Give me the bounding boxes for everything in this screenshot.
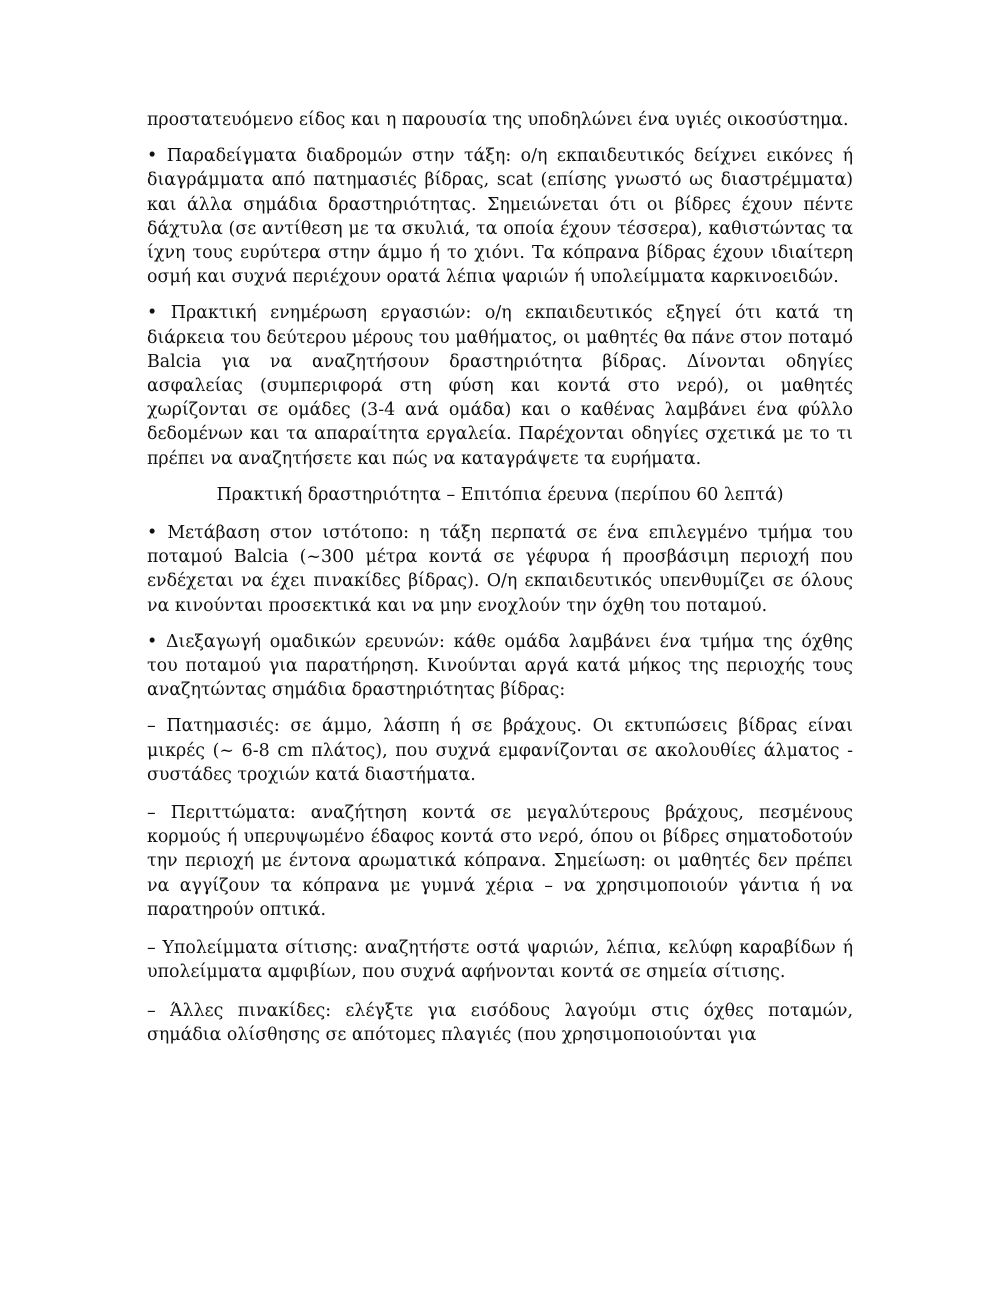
sub-item-droppings: – Περιττώματα: αναζήτηση κοντά σε μεγαλύτερους βράχους, πεσμένους κορμούς ή υπερυψωμένο έδαφος κοντά στο νερό, όπου οι βίδρες σηματοδοτούν την περιοχή με έντονα αρωματικά κόπρανα. Σημείωση: οι μαθητές δεν πρέπει να αγγίζουν τα κόπρανα με γυμνά χέρια – να χρησιμοποιούν γάντια ή να παρατηρούν οπτικά. [147,803,853,920]
document-page [147,108,853,1047]
bullet-group-surveys: • Διεξαγωγή ομαδικών ερευνών: κάθε ομάδα λαμβάνει ένα τμήμα της όχθης του ποταμού για παρατήρηση. Κινούνται αργά κατά μήκος της περιοχής τους αναζητώντας σημάδια δραστηριότητας βίδρας: [147,631,853,701]
paragraph-intro: προστατευόμενο είδος και η παρουσία της υποδηλώνει ένα υγιές οικοσύστημα. [147,110,849,130]
bullet-classroom-examples: • Παραδείγματα διαδρομών στην τάξη: ο/η εκπαιδευτικός δείχνει εικόνες ή διαγράμματα από πατημασιές βίδρας, scat (επίσης γνωστό ως διαστρέμματα) και άλλα σημάδια δραστηριότητας. Σημειώνεται ότι οι βίδρες έχουν πέντε δάχτυλα (σε αντίθεση με τα σκυλιά, τα οποία έχουν τέσσερα), καθιστώντας τα ίχνη τους ευρύτερα στην άμμο ή το χιόνι. Τα κόπρανα βίδρας έχουν ιδιαίτερη οσμή και συχνά περιέχουν ορατά λέπια ψαριών ή υπολείμματα καρκινοειδών. [147,146,853,288]
sub-item-other-signs: – Άλλες πινακίδες: ελέγξτε για εισόδους λαγούμι στις όχθες ποταμών, σημάδια ολίσθησης σε απότομες πλαγιές (που χρησιμοποιούνται για [147,1000,853,1045]
section-heading: Πρακτική δραστηριότητα – Επιτόπια έρευνα (περίπου 60 λεπτά) [216,484,784,505]
bullet-task-briefing: • Πρακτική ενημέρωση εργασιών: ο/η εκπαιδευτικός εξηγεί ότι κατά τη διάρκεια του δεύτερου μέρους του μαθήματος, οι μαθητές θα πάνε στον ποταμό Balcia για να αναζητήσουν δραστηριότητα βίδρας. Δίνονται οδηγίες ασφαλείας (συμπεριφορά στη φύση και κοντά στο νερό), οι μαθητές χωρίζονται σε ομάδες (3-4 ανά ομάδα) και ο καθένας λαμβάνει ένα φύλλο δεδομένων και τα απαραίτητα εργαλεία. Παρέχονται οδηγίες σχετικά με το τι πρέπει να αναζητήσετε και πώς να καταγράψετε τα ευρήματα. [147,303,853,469]
sub-item-footprints: – Πατημασιές: σε άμμο, λάσπη ή σε βράχους. Οι εκτυπώσεις βίδρας είναι μικρές (~ 6-8 cm πλάτος), που συχνά εμφανίζονται σε ακολουθίες άλματος - συστάδες τροχιών κατά διαστήματα. [147,716,853,785]
bullet-site-transfer: • Μετάβαση στον ιστότοπο: η τάξη περπατά σε ένα επιλεγμένο τμήμα του ποταμού Balcia (~300 μέτρα κοντά σε γέφυρα ή προσβάσιμη περιοχή που ενδέχεται να έχει πινακίδες βίδρας). Ο/η εκπαιδευτικός υπενθυμίζει σε όλους να κινούνται προσεκτικά και να μην ενοχλούν την όχθη του ποταμού. [147,523,853,616]
sub-item-feeding-remains: – Υπολείμματα σίτισης: αναζητήστε οστά ψαριών, λέπια, κελύφη καραβίδων ή υπολείμματα αμφιβίων, που συχνά αφήνονται κοντά σε σημεία σίτισης. [147,938,853,983]
